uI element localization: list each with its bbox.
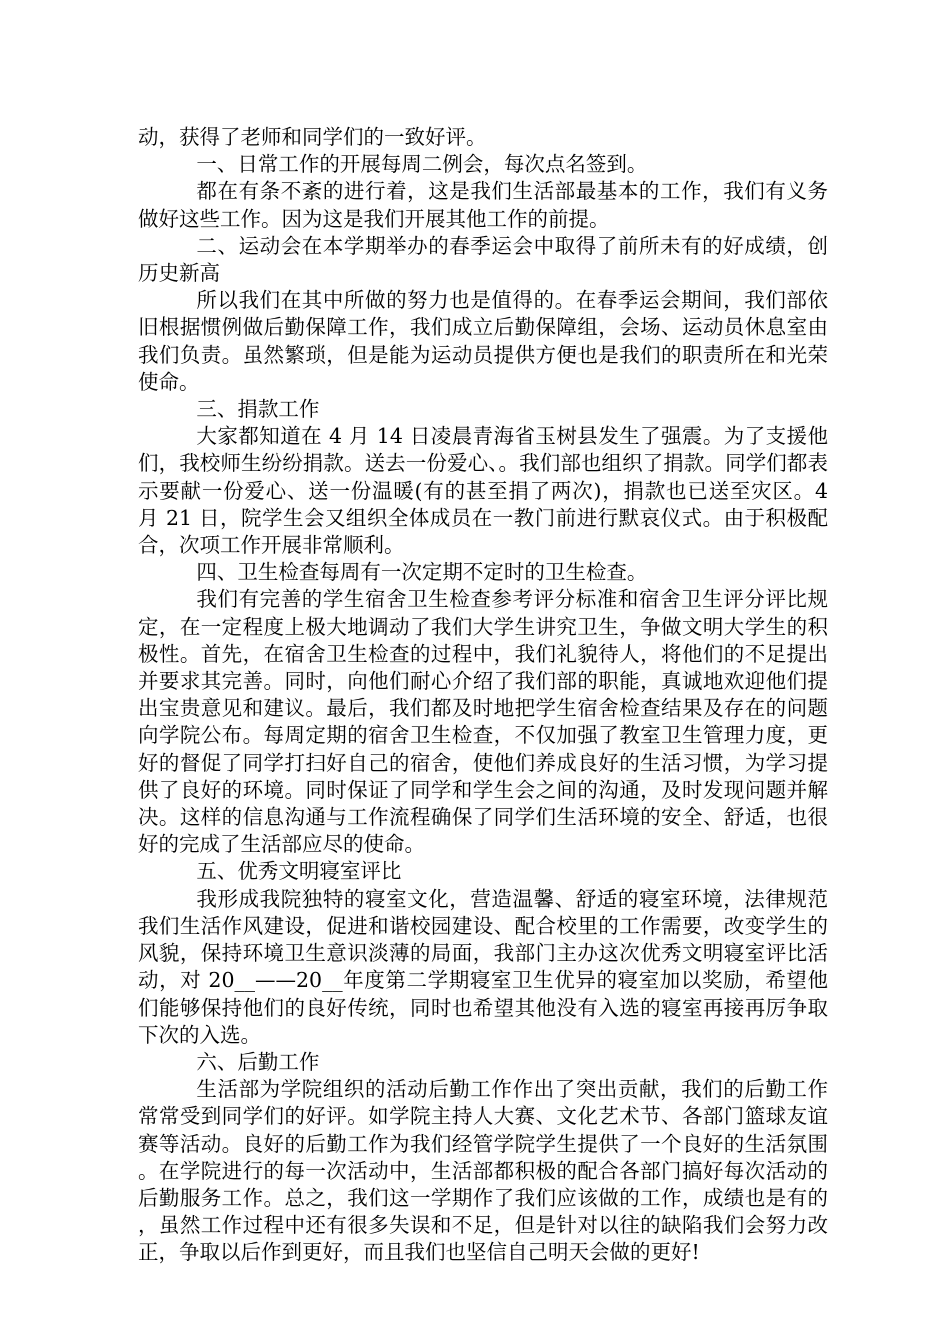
paragraph-daily-work: 都在有条不紊的进行着，这是我们生活部最基本的工作，我们有义务做好这些工作。因为这是我们开展其他工作的前提。 <box>138 179 828 231</box>
document-body <box>138 124 828 1267</box>
section-heading-hygiene-check: 四、卫生检查每周有一次定期不定时的卫生检查。 <box>196 560 648 585</box>
paragraph-continuation: 动，获得了老师和同学们的一致好评。 <box>138 125 487 149</box>
paragraph-logistics: 生活部为学院组织的活动后勤工作作出了突出贡献，我们的后勤工作常常受到同学们的好评。如学院主持人大赛、文化艺术节、各部门篮球友谊赛等活动。良好的后勤工作为我们经管学院学生提供了一个良好的生活氛围。在学院进行的每一次活动中，生活部都积极的配合各部门搞好每次活动的后勤服务工作。总之，我们这一学期作了我们应该做的工作，成绩也是有的，虽然工作过程中还有很多失误和不足，但是针对以往的缺陷我们会努力改正，争取以后作到更好，而且我们也坚信自己明天会做的更好! <box>138 1077 828 1265</box>
paragraph-sports-meet: 所以我们在其中所做的努力也是值得的。在春季运会期间，我们部依旧根据惯例做后勤保障工作，我们成立后勤保障组，会场、运动员休息室由我们负责。虽然繁琐，但是能为运动员提供方便也是我们的职责所在和光荣使命。 <box>138 288 828 394</box>
section-heading-daily-work: 一、日常工作的开展每周二例会，每次点名签到。 <box>196 152 648 177</box>
paragraph-donation: 大家都知道在 4 月 14 日凌晨青海省玉树县发生了强震。为了支援他们，我校师生纷纷捐款。送去一份爱心、。我们部也组织了捐款。同学们都表示要献一份爱心、送一份温暖(有的甚至捐了两次)，捐款也已送至灾区。4 月 21 日，院学生会又组织全体成员在一教门前进行默哀仪式。由于积极配合，次项工作开展非常顺利。 <box>138 424 828 558</box>
section-heading-sports-meet: 二、运动会在本学期举办的春季运会中取得了前所未有的好成绩，创历史新高 <box>138 233 828 286</box>
section-heading-donation: 三、捐款工作 <box>196 397 320 422</box>
paragraph-hygiene-check: 我们有完善的学生宿舍卫生检查参考评分标准和宿舍卫生评分评比规定，在一定程度上极大地调动了我们大学生讲究卫生，争做文明大学生的积极性。首先，在宿舍卫生检查的过程中，我们礼貌待人，将他们的不足提出并要求其完善。同时，向他们耐心介绍了我们部的职能，真诚地欢迎他们提出宝贵意见和建议。最后，我们都及时地把学生宿舍检查结果及存在的问题向学院公布。每周定期的宿舍卫生检查，不仅加强了教室卫生管理力度，更好的督促了同学打扫好自己的宿舍，使他们养成良好的生活习惯，为学习提供了良好的环境。同时保证了同学和学生会之间的沟通，及时发现问题并解决。这样的信息沟通与工作流程确保了同学们生活环境的安全、舒适，也很好的完成了生活部应尽的使命。 <box>138 587 828 857</box>
section-heading-dorm-contest: 五、优秀文明寝室评比 <box>196 859 402 884</box>
paragraph-dorm-contest: 我形成我院独特的寝室文化，营造温馨、舒适的寝室环境，法律规范我们生活作风建设，促进和谐校园建设、配合校里的工作需要，改变学生的风貌，保持环境卫生意识淡薄的局面，我部门主办这次优秀文明寝室评比活动，对 20__——20__年度第二学期寝室卫生优异的寝室加以奖励，希望他们能够保持他们的良好传统，同时也希望其他没有入选的寝室再接再厉争取下次的入选。 <box>138 886 828 1047</box>
section-heading-logistics: 六、后勤工作 <box>196 1049 320 1074</box>
